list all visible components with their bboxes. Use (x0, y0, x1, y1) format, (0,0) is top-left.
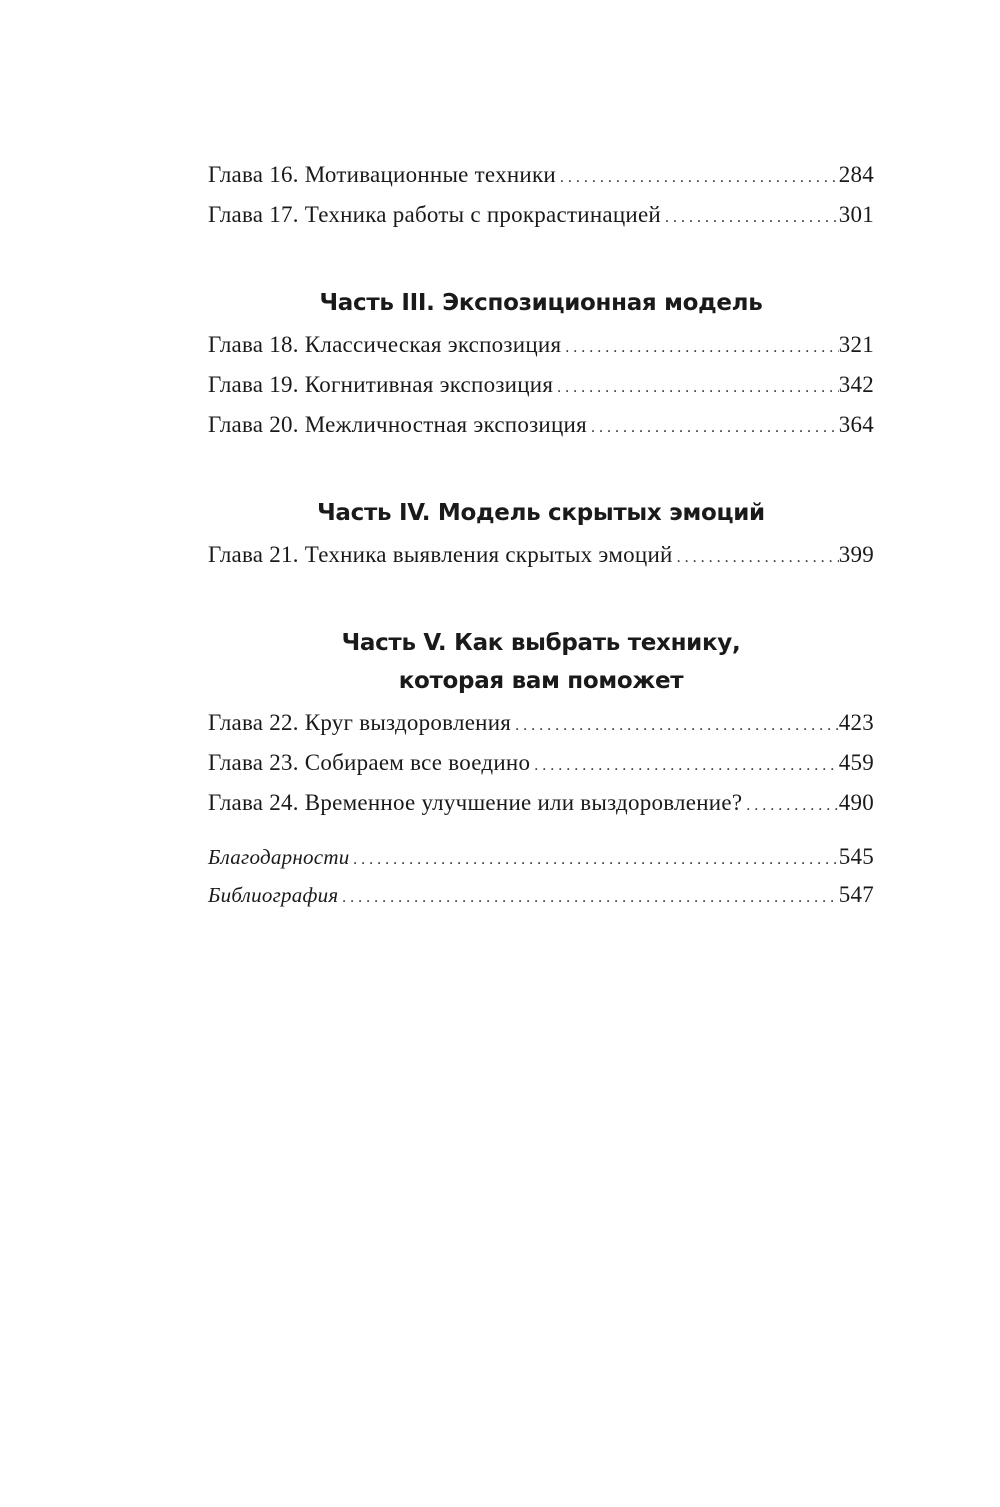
toc-entry-title: Глава 16. Мотивационные техники (208, 162, 556, 187)
toc-entry-title: Глава 23. Собираем все воедино (208, 750, 531, 775)
toc-entry-chapter-21[interactable] (208, 542, 874, 582)
toc-entry-title: Библиография (208, 883, 339, 907)
toc-entry-page: 545 (838, 844, 874, 869)
leader-dots (338, 883, 838, 908)
toc-entry-title: Глава 18. Классическая экспозиция (208, 332, 562, 357)
table-of-contents (208, 162, 874, 920)
toc-entry-title: Глава 24. Временное улучшение или выздоровление? (208, 790, 743, 815)
toc-entry-title: Глава 17. Техника работы с прокрастинацией (208, 202, 661, 227)
toc-entry-chapter-16[interactable] (208, 162, 874, 202)
part-5-title-line-2: которая вам поможет (398, 668, 684, 694)
part-3-title: Часть III. Экспозиционная модель (319, 290, 763, 316)
toc-entry-page: 301 (838, 202, 874, 227)
toc-entry-chapter-19[interactable] (208, 372, 874, 412)
toc-entry-chapter-17[interactable] (208, 202, 874, 242)
toc-entry-page: 321 (838, 332, 874, 357)
toc-entry-chapter-18[interactable] (208, 332, 874, 372)
leader-dots (553, 372, 839, 398)
part-5-title-line-1: Часть V. Как выбрать технику, (341, 630, 741, 656)
leader-dots (530, 750, 839, 776)
leader-dots (350, 845, 839, 870)
leader-dots (556, 162, 839, 188)
toc-entry-bibliography[interactable] (208, 882, 874, 920)
leader-dots (561, 332, 838, 358)
toc-entry-title: Глава 19. Когнитивная экспозиция (208, 372, 554, 397)
toc-entry-page: 399 (838, 542, 874, 567)
leader-dots (673, 542, 839, 568)
toc-entry-chapter-23[interactable] (208, 750, 874, 790)
toc-entry-acknowledgements[interactable] (208, 844, 874, 882)
toc-entry-title: Глава 22. Круг выздоровления (208, 710, 512, 735)
toc-entry-chapter-20[interactable] (208, 412, 874, 452)
toc-entry-page: 490 (838, 790, 874, 815)
toc-entry-page: 364 (838, 412, 874, 437)
toc-entry-title: Глава 20. Межличностная экспозиция (208, 412, 587, 437)
leader-dots (511, 710, 839, 736)
toc-entry-page: 342 (838, 372, 874, 397)
part-4-title: Часть IV. Модель скрытых эмоций (317, 500, 765, 526)
toc-entry-chapter-22[interactable] (208, 710, 874, 750)
toc-entry-page: 459 (838, 750, 874, 775)
toc-entry-title: Благодарности (208, 845, 350, 869)
toc-entry-chapter-24[interactable] (208, 790, 874, 830)
leader-dots (742, 790, 838, 816)
toc-entry-page: 284 (838, 162, 874, 187)
toc-entry-title: Глава 21. Техника выявления скрытых эмоций (208, 542, 673, 567)
leader-dots (587, 412, 839, 438)
leader-dots (661, 202, 839, 228)
toc-entry-page: 423 (838, 710, 874, 735)
toc-entry-page: 547 (838, 882, 874, 907)
